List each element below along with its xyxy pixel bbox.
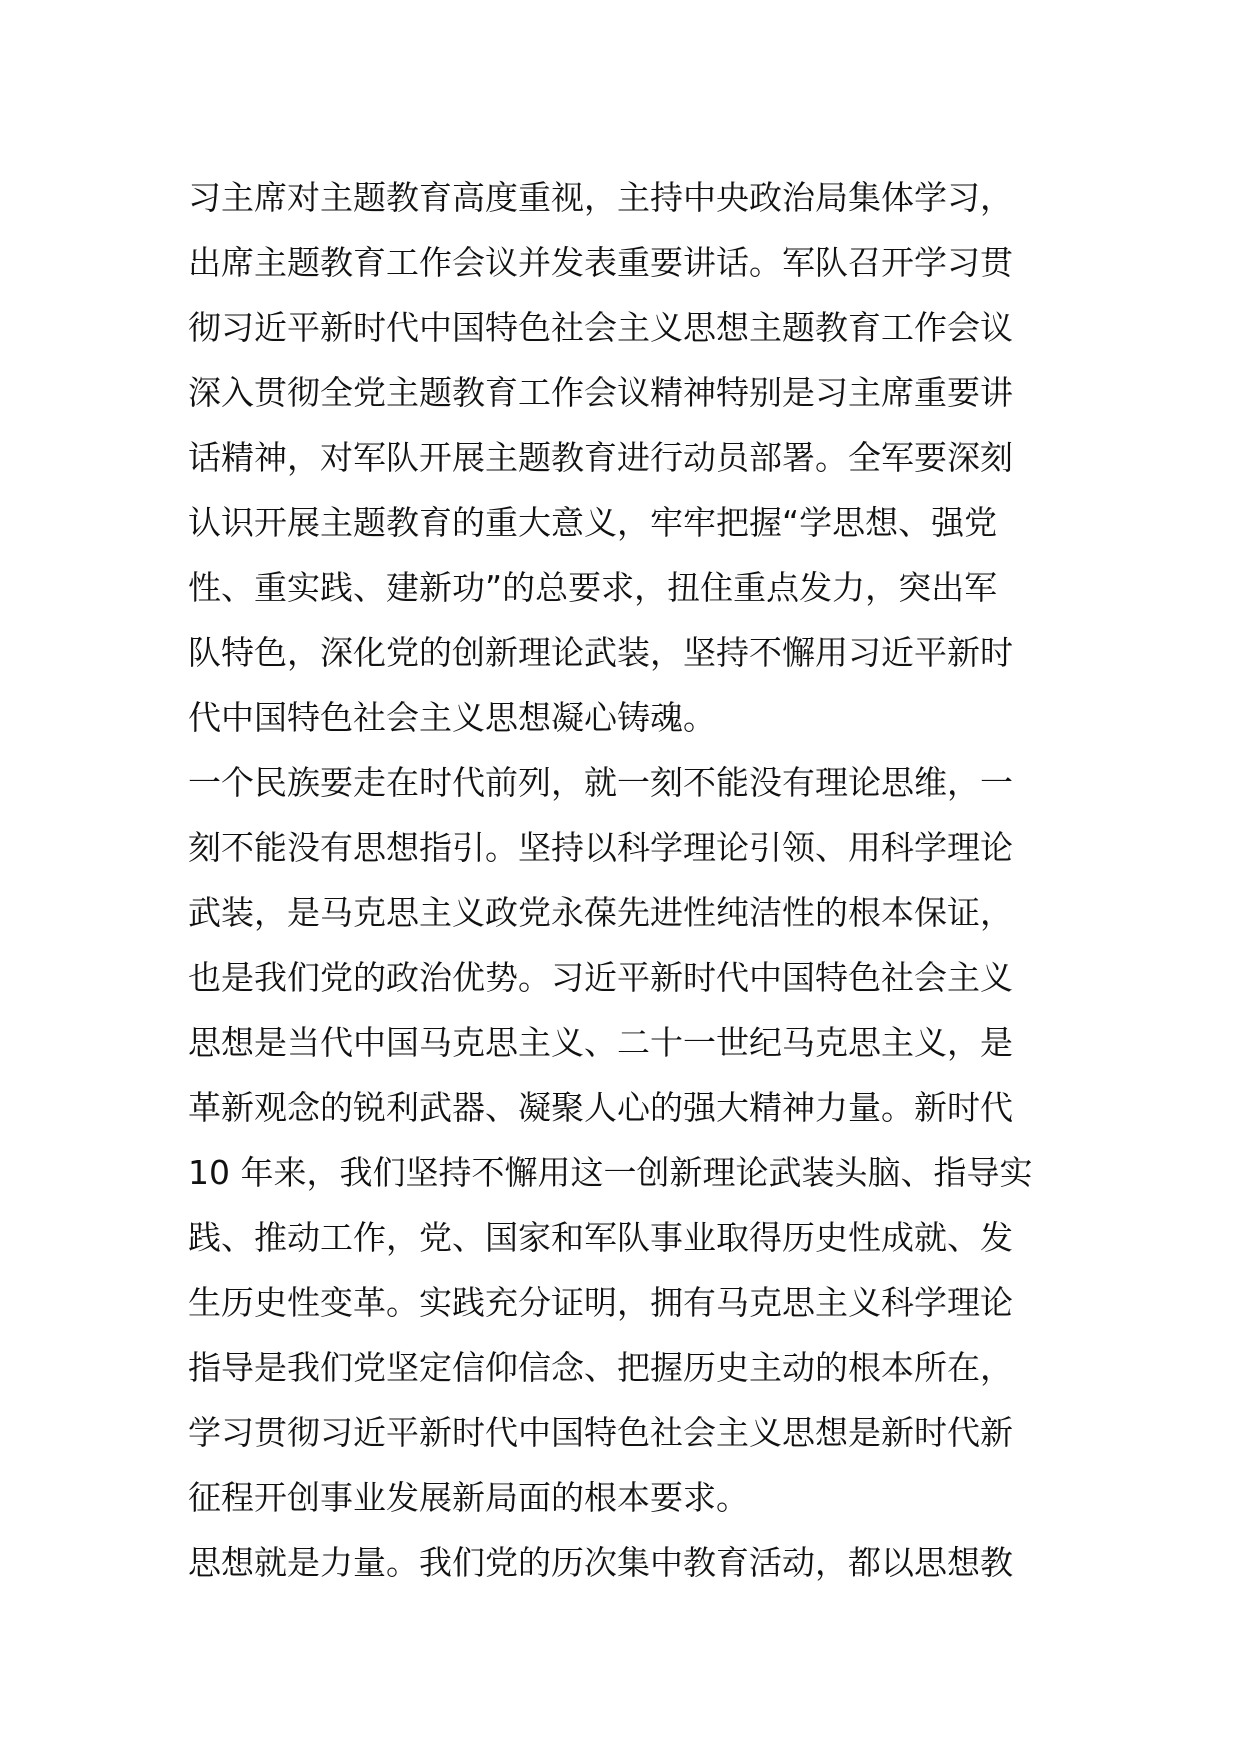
body-text bbox=[188, 165, 1058, 1595]
text-line: 深入贯彻全党主题教育工作会议精神特别是习主席重要讲 bbox=[188, 373, 1013, 412]
text-line: 性、重实践、建新功”的总要求，扭住重点发力，突出军 bbox=[188, 568, 998, 607]
text-line: 彻习近平新时代中国特色社会主义思想主题教育工作会议 bbox=[188, 308, 1013, 347]
text-line: 代中国特色社会主义思想凝心铸魂。 bbox=[188, 698, 716, 737]
text-line: 出席主题教育工作会议并发表重要讲话。军队召开学习贯 bbox=[188, 243, 1013, 282]
text-line: 思想就是力量。我们党的历次集中教育活动，都以思想教 bbox=[188, 1543, 1013, 1582]
text-line: 习主席对主题教育高度重视，主持中央政治局集体学习， bbox=[188, 178, 1013, 217]
text-line: 指导是我们党坚定信仰信念、把握历史主动的根本所在， bbox=[188, 1348, 1013, 1387]
text-line: 一个民族要走在时代前列，就一刻不能没有理论思维，一 bbox=[188, 763, 1013, 802]
text-line: 认识开展主题教育的重大意义，牢牢把握“学思想、强党 bbox=[188, 503, 998, 542]
text-line: 践、推动工作，党、国家和军队事业取得历史性成就、发 bbox=[188, 1218, 1013, 1257]
text-line: 也是我们党的政治优势。习近平新时代中国特色社会主义 bbox=[188, 958, 1013, 997]
text-line: 生历史性变革。实践充分证明，拥有马克思主义科学理论 bbox=[188, 1283, 1013, 1322]
text-line: 征程开创事业发展新局面的根本要求。 bbox=[188, 1478, 749, 1517]
text-line: 10 年来，我们坚持不懈用这一创新理论武装头脑、指导实 bbox=[188, 1153, 1033, 1192]
text-line: 队特色，深化党的创新理论武装，坚持不懈用习近平新时 bbox=[188, 633, 1013, 672]
text-line: 武装，是马克思主义政党永葆先进性纯洁性的根本保证， bbox=[188, 893, 1013, 932]
text-line: 话精神，对军队开展主题教育进行动员部署。全军要深刻 bbox=[188, 438, 1013, 477]
text-line: 刻不能没有思想指引。坚持以科学理论引领、用科学理论 bbox=[188, 828, 1013, 867]
text-line: 革新观念的锐利武器、凝聚人心的强大精神力量。新时代 bbox=[188, 1088, 1013, 1127]
text-line: 学习贯彻习近平新时代中国特色社会主义思想是新时代新 bbox=[188, 1413, 1013, 1452]
text-line: 思想是当代中国马克思主义、二十一世纪马克思主义，是 bbox=[188, 1023, 1013, 1062]
